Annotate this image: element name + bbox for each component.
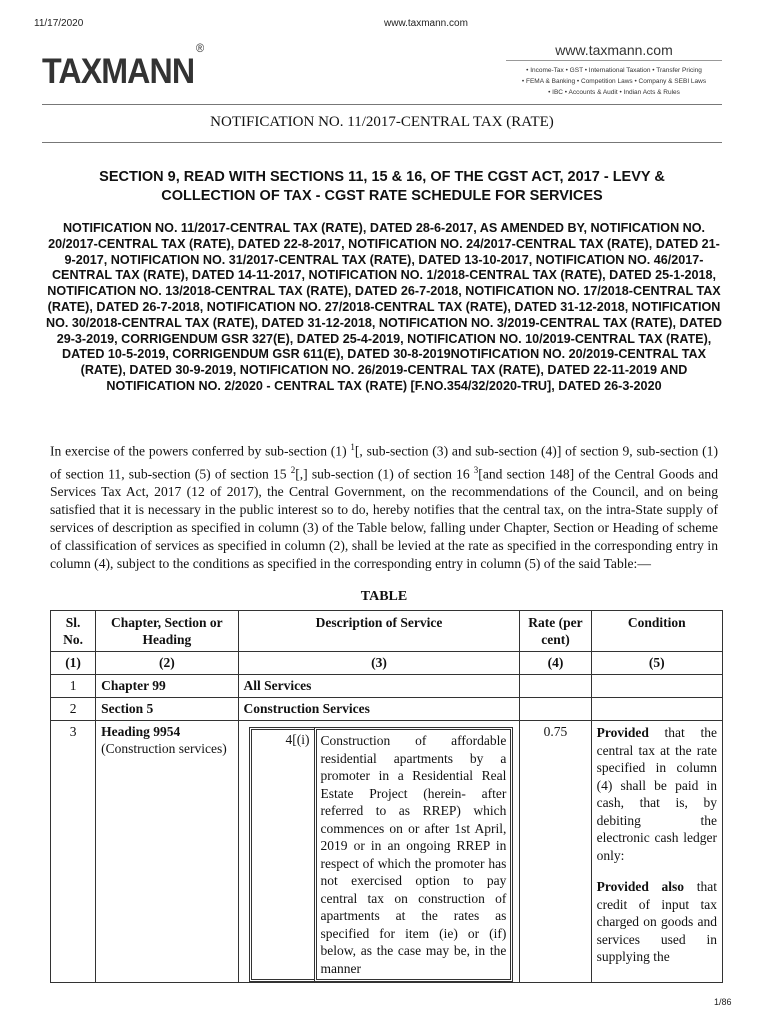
notification-title: NOTIFICATION NO. 11/2017-CENTRAL TAX (RATE) (210, 114, 554, 130)
page-counter: 1/86 (714, 997, 732, 1007)
row-heading (96, 721, 238, 983)
brand-service-line: • Income-Tax • GST • International Taxation • Transfer Pricing (526, 67, 702, 74)
intro-paragraph: In exercise of the powers conferred by sub-section (1) $^1$[, sub-section (3) and sub-section (4)] of section 9, sub-section (1) of section 11, sub-section (5) of section 15 $^2$[,] sub-section (1) of section 16 $^3$[and section 148] of the Central Goods and Services Tax Act, 2017 (12 of 2017), the Central Government, on the recommendations of the Council, and on being satisfied that it is necessary in the public interest so to do, hereby notifies that the central tax, on the intra-State supply of services of description as specified in column (3) of the Table below, falling under Chapter, Section or Heading of scheme of classification of services as specified in column (2), shall be levied at the rate as specified in the corresponding entry in column (4), subject to the conditions as specified in the corresponding entry in column (5) of the said Table:— (50, 442, 719, 572)
brand-service-line: • IBC • Accounts & Audit • Indian Acts & Rules (548, 89, 680, 96)
table-row (51, 675, 723, 698)
row-rate: 0.75 (520, 721, 591, 983)
column-number-row (51, 652, 723, 675)
registered-mark: ® (195, 41, 204, 56)
footnote-ref-3[interactable]: 3 (473, 464, 479, 475)
row-heading: Chapter 99 (96, 675, 238, 698)
header-condition: Condition (591, 611, 722, 652)
rate-schedule-table (50, 610, 723, 983)
print-url: www.taxmann.com (384, 18, 468, 29)
header-chapter: Chapter, Section or Heading (96, 611, 238, 652)
item-marker[interactable]: 4[(i) (249, 727, 314, 982)
column-number: (3) (238, 652, 520, 675)
logo-text: TAXMANN (42, 52, 195, 91)
nested-description-box (249, 727, 514, 982)
row-rate (520, 698, 591, 721)
header-sl-no: Sl. No. (51, 611, 96, 652)
item-description: Construction of affordable residential apartments by a promoter in a Residential Real Estate Project (herein- after referred to as RREP) which commences on or after 1st April, 2019 or in an ongoing RREP in respect of which the promoter has not exercised option to pay central tax on construction of apartments at the rates as specified for item (ie) or (if) below, as the case may be, in the manner (314, 727, 514, 982)
table-caption: TABLE (360, 589, 408, 604)
row-description (238, 721, 520, 983)
row-description: Construction Services (238, 698, 520, 721)
column-number: (5) (591, 652, 722, 675)
row-sl: 3 (51, 721, 96, 983)
row-description: All Services (238, 675, 520, 698)
brand-site-url[interactable]: www.taxmann.com (555, 42, 673, 58)
heading-note: (Construction services) (101, 741, 227, 756)
condition-paragraph: Provided also that credit of input tax charged on goods and services used in supplying the (596, 879, 717, 964)
row-rate (520, 675, 591, 698)
column-number: (1) (51, 652, 96, 675)
row-sl: 2 (51, 698, 96, 721)
amendment-list: NOTIFICATION NO. 11/2017-CENTRAL TAX (RATE), DATED 28-6-2017, AS AMENDED BY, NOTIFICATION NO. 20/2017-CENTRAL TAX (RATE), DATED 22-8-2017, NOTIFICATION NO. 24/2017-CENTRAL TAX (RATE), DATED 21-9-2017, NOTIFICATION NO. 31/2017-CENTRAL TAX (RATE), DATED 13-10-2017, NOTIFICATION NO. 46/2017-CENTRAL TAX (RATE), DATED 14-11-2017, NOTIFICATION NO. 1/2018-CENTRAL TAX (RATE), DATED 25-1-2018, NOTIFICATION NO. 13/2018-CENTRAL TAX (RATE), DATED 26-7-2018, NOTIFICATION NO. 17/2018-CENTRAL TAX (RATE), DATED 26-7-2018, NOTIFICATION NO. 27/2018-CENTRAL TAX (RATE), DATED 31-12-2018, NOTIFICATION NO. 30/2018-CENTRAL TAX (RATE), DATED 31-12-2018, NOTIFICATION NO. 3/2019-CENTRAL TAX (RATE), DATED 29-3-2019, CORRIGENDUM GSR 327(E), DATED 25-4-2019, NOTIFICATION NO. 10/2019-CENTRAL TAX (RATE), DATED 10-5-2019, CORRIGENDUM GSR 611(E), DATED 30-8-2019NOTIFICATION NO. 20/2019-CENTRAL TAX (RATE), DATED 30-9-2019, NOTIFICATION NO. 26/2019-CENTRAL TAX (RATE), DATED 22-11-2019 AND NOTIFICATION NO. 2/2020 - CENTRAL TAX (RATE) [F.NO.354/32/2020-TRU], DATED 26-3-2020 (46, 221, 722, 393)
row-sl: 1 (51, 675, 96, 698)
footnote-ref-1[interactable]: 1 (350, 442, 355, 452)
column-number: (4) (520, 652, 591, 675)
brand-service-line: • FEMA & Banking • Competition Laws • Company & SEBI Laws (521, 78, 707, 85)
header-rate: Rate (per cent) (520, 611, 591, 652)
column-number: (2) (96, 652, 238, 675)
table-row (51, 721, 723, 983)
footnote-ref-2[interactable]: 2 (290, 464, 296, 475)
header-description: Description of Service (238, 611, 520, 652)
row-condition (591, 698, 722, 721)
condition-paragraph: Provided that the central tax at the rate specified in column (4) shall be paid in cash, that is, by debiting the electronic cash ledger only: (596, 725, 717, 863)
section-heading: SECTION 9, READ WITH SECTIONS 11, 15 & 16, OF THE CGST ACT, 2017 - LEVY & COLLECTION OF TAX - CGST RATE SCHEDULE FOR SERVICES (99, 169, 665, 204)
row-condition (591, 721, 722, 983)
row-heading: Section 5 (96, 698, 238, 721)
row-condition (591, 675, 722, 698)
table-row (51, 698, 723, 721)
heading-code: Heading 9954 (101, 724, 181, 739)
print-date: 11/17/2020 (34, 18, 84, 29)
table-header-row (51, 611, 723, 652)
